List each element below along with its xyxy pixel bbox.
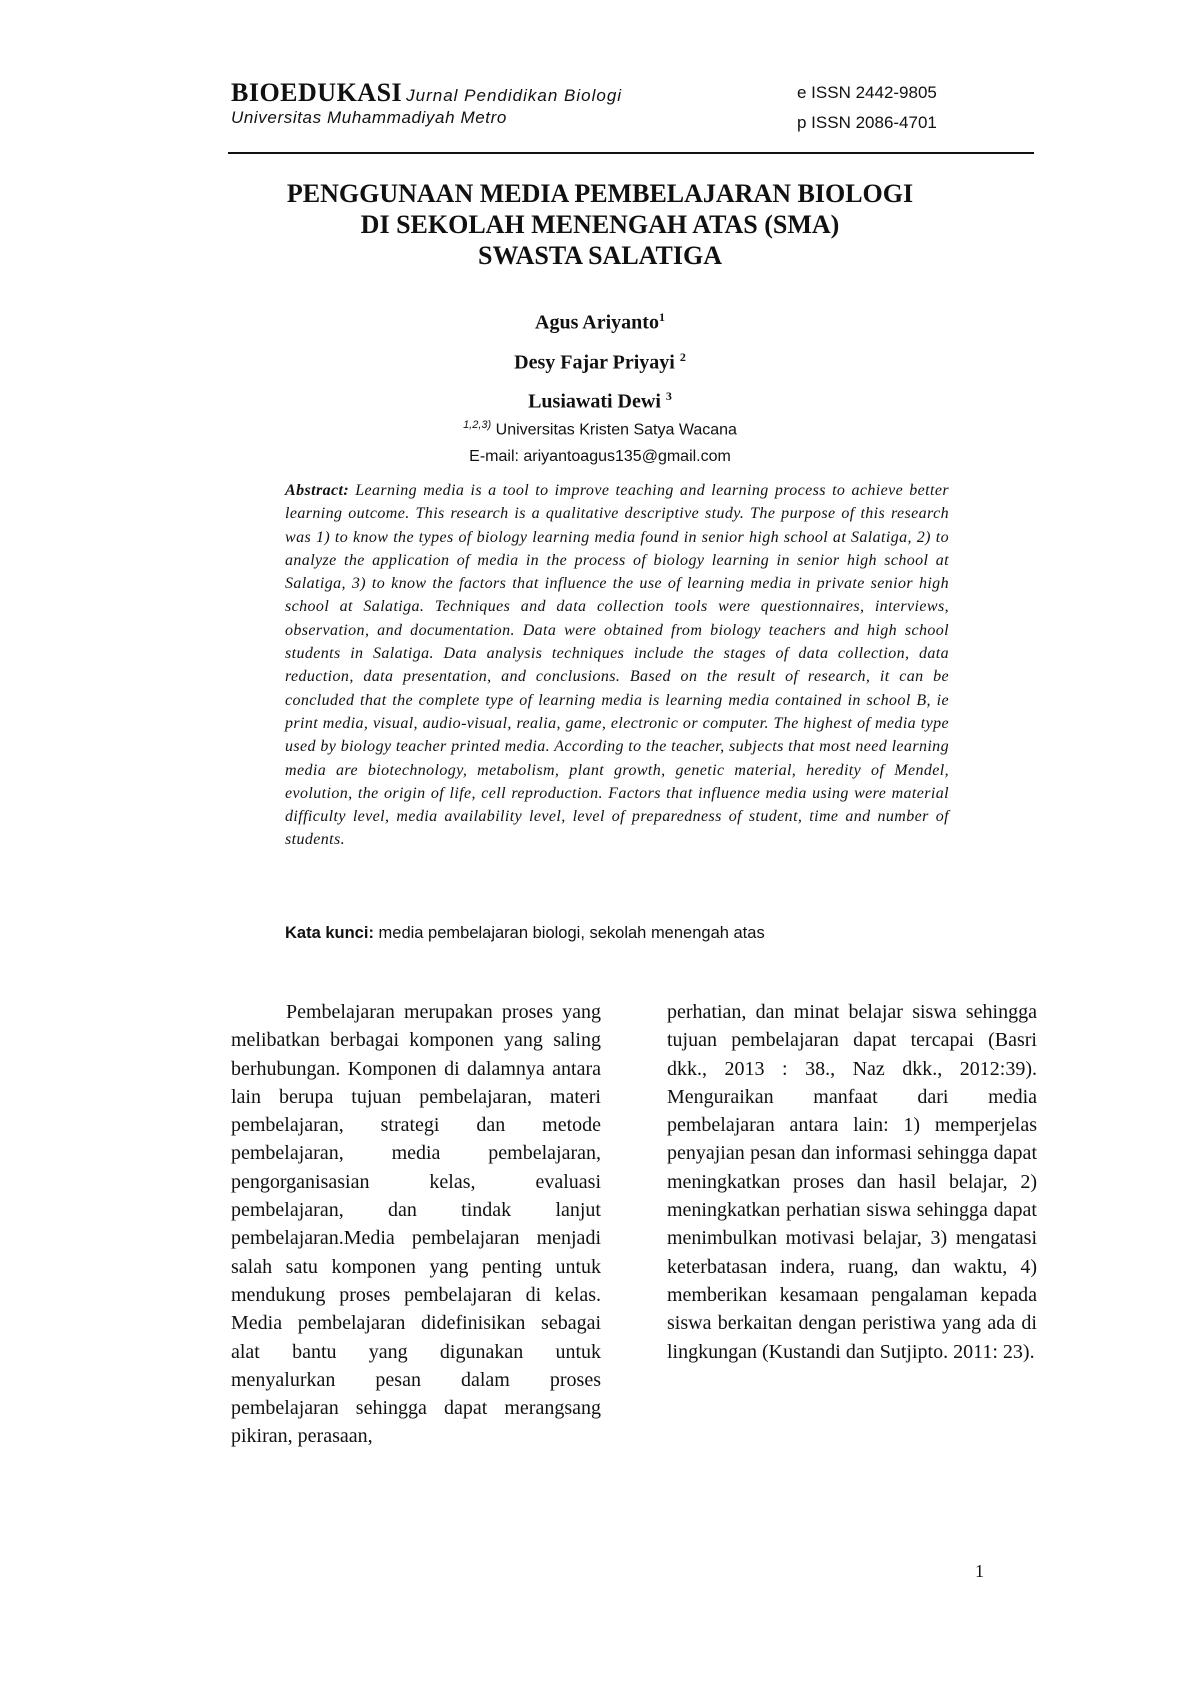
eissn: e ISSN 2442-9805: [797, 83, 937, 102]
journal-header: [231, 78, 1035, 138]
keywords-label: Kata kunci:: [285, 924, 374, 942]
author-list: [380, 300, 820, 419]
journal-brand: BIOEDUKASI: [231, 78, 403, 107]
page-number: 1: [975, 1561, 984, 1581]
affiliation-institution: $^{1,2,3)}$ Universitas Kristen Satya Wacana: [463, 419, 737, 439]
body-paragraph: perhatian, dan minat belajar siswa sehingga tujuan pembelajaran dapat tercapai (Basri dkk., 2013 : 38., Naz dkk., 2012:39). Menguraikan manfaat dari media pembelajaran antara lain: 1) memperjelas penyajian pesan dan informasi sehingga dapat meningkatkan proses dan hasil belajar, 2) meningkatkan perhatian siswa sehingga dapat menimbulkan motivasi belajar, 3) mengatasi keterbatasan indera, ruang, dan waktu, 4) memberikan kesamaan pengalaman kepada siswa berkaitan dengan peristiwa yang ada di lingkungan (Kustandi dan Sutjipto. 2011: 23).: [667, 1001, 1037, 1363]
author: Desy Fajar Priyayi $^2$: [514, 349, 686, 374]
abstract-label: Abstract:: [285, 482, 350, 499]
paper-title: [180, 178, 1020, 271]
body-paragraph: Pembelajaran merupakan proses yang melibatkan berbagai komponen yang saling berhubungan. Komponen di dalamnya antara lain berupa tujuan pembelajaran, materi pembelajaran, strategi dan metode pembelajaran, media pembelajaran, pengorganisasian kelas, evaluasi pembelajaran, dan tindak lanjut pembelajaran.Media pembelajaran menjadi salah satu komponen yang penting untuk mendukung proses pembelajaran di kelas. Media pembelajaran didefinisikan sebagai alat bantu yang digunakan untuk menyalurkan pesan dalam proses pembelajaran sehingga dapat merangsang pikiran, perasaan,: [231, 1001, 601, 1448]
title-line: SWASTA SALATIGA: [478, 241, 722, 270]
author: Lusiawati Dewi $^3$: [528, 389, 672, 413]
author-email: E-mail: ariyantoagus135@gmail.com: [469, 448, 731, 466]
title-line: DI SEKOLAH MENENGAH ATAS (SMA): [360, 210, 840, 239]
keywords: [285, 924, 985, 943]
affiliation: [330, 412, 870, 470]
journal-name: Jurnal Pendidikan Biologi: [406, 86, 623, 105]
author: Agus Ariyanto$^1$: [535, 310, 665, 334]
keywords-text: media pembelajaran biologi, sekolah menengah atas: [373, 924, 765, 942]
header-row-2: [231, 108, 1035, 138]
abstract-text: Learning media is a tool to improve teaching and learning process to achieve better learning outcome. This research is a qualitative descriptive study. The purpose of this research was 1) to know the types of biology learning media found in senior high school at Salatiga, 2) to analyze the application of media in the process of biology learning in senior high school at Salatiga, 3) to know the factors that influence the use of learning media in private senior high school at Salatiga. Techniques and data collection tools were questionnaires, interviews, observation, and documentation. Data were obtained from biology teachers and high school students in Salatiga. Data analysis techniques include the stages of data collection, data reduction, data presentation, and conclusions. Based on the result of research, it can be concluded that the complete type of learning media is learning media contained in school B, ie print media, visual, audio-visual, realia, game, electronic or computer. The highest of media type used by biology teacher printed media. According to the teacher, subjects that most need learning media are biotechnology, metabolism, plant growth, genetic material, heredity of Mendel, evolution, the origin of life, cell reproduction. Factors that influence media using were material difficulty level, media availability level, level of preparedness of student, time and number of students.: [285, 482, 949, 849]
university-name: Universitas Muhammadiyah Metro: [231, 108, 507, 127]
header-divider: [228, 152, 1034, 154]
body-column-right: [667, 998, 1037, 1366]
pissn: p ISSN 2086-4701: [797, 113, 937, 132]
header-row-1: [231, 78, 1035, 108]
body-column-left: [231, 998, 601, 1451]
abstract: [285, 479, 949, 852]
title-line: PENGGUNAAN MEDIA PEMBELAJARAN BIOLOGI: [286, 179, 914, 208]
